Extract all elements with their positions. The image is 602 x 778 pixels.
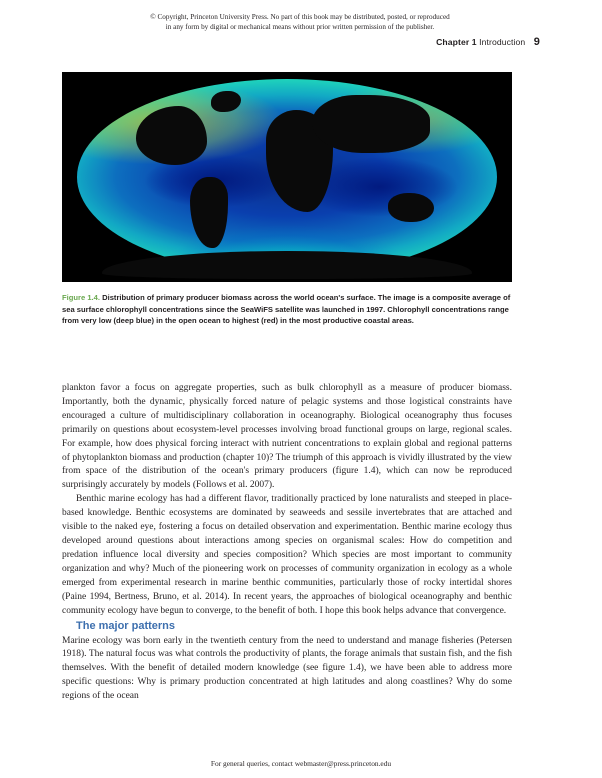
section-heading: The major patterns [76, 620, 176, 633]
landmass-north-america [136, 106, 207, 165]
running-head-chapter-title: Introduction [479, 37, 526, 47]
running-head [436, 36, 540, 48]
landmass-antarctica [102, 251, 472, 278]
figure-label: Figure 1.4. [62, 293, 100, 302]
world-ocean-chlorophyll-map [77, 79, 497, 275]
figure-caption-text: Distribution of primary producer biomass across the world ocean's surface. The image is a composite average of sea surface chlorophyll concentrations since the SeaWiFS satellite was launched in 1997. Chlorophyll concentrations range from very low (deep blue) in the open ocean to highest (red) in the most productive coastal areas. [62, 293, 511, 326]
landmass-greenland [211, 91, 240, 113]
page-number: 9 [533, 36, 540, 48]
landmass-asia [312, 95, 430, 154]
copyright-notice: © Copyright, Princeton University Press. No part of this book may be distributed, posted, or reproduced in any form by digital or mechanical means without prior written permission of the publisher. [150, 13, 450, 32]
paragraph: Marine ecology was born early in the twentieth century from the need to understand and manage fisheries (Petersen 1918). The natural focus was what controls the productivity of plants, the forage animals that sustain fish, and the fish themselves. With the benefit of detailed modern knowledge (see figure 1.4), we have been able to address more specific questions: Why is primary production concentrated at high latitudes and along coastlines? Why do some regions of the ocean [62, 635, 512, 702]
body-text [62, 382, 512, 704]
page-footer: For general queries, contact webmaster@press.princeton.edu [210, 759, 392, 768]
landmass-australia [388, 193, 434, 222]
running-head-chapter-label: Chapter 1 [436, 37, 477, 47]
figure-image [62, 72, 512, 282]
figure-block [62, 72, 512, 327]
paragraph: Benthic marine ecology has had a different flavor, traditionally practiced by lone naturalists and steeped in place-based knowledge. Benthic ecosystems are dominated by seaweeds and sessile invertebrates that are attached and visible to the naked eye, fostering a focus on detailed observation and experimentation. Benthic marine ecology thus developed around questions about interactions among species on organismal scales: How do competition and predation influence local diversity and species composition? Which species are most important to community organization and why? Much of the pioneering work on processes of community organization in ecology as a whole emerged from experimental research in marine benthic communities, particularly those of rocky intertidal shores (Paine 1994, Bertness, Bruno, et al. 2014). In recent years, the approaches of biological oceanography and benthic community ecology have begun to converge, to the benefit of both. I hope this book helps advance that convergence. [62, 494, 512, 616]
paragraph: plankton favor a focus on aggregate properties, such as bulk chlorophyll as a measure of producer biomass. Importantly, both the dynamic, physically forced nature of pelagic systems and those logistical constraints have encouraged a culture of multidisciplinary collaboration in oceanography. Biological oceanography thus focuses primarily on questions about ecosystem-level processes involving broad functional groups on large, regional scales. For example, how does physical forcing interact with nutrient concentrations to explain global and regional patterns of phytoplankton biomass and production (chapter 10)? The triumph of this approach is vividly illustrated by the view from space of the distribution of the ocean's primary producers (figure 1.4), which can now be reproduced surprisingly accurately by models (Follows et al. 2007). [62, 383, 512, 491]
figure-caption [62, 292, 512, 327]
landmass-south-america [190, 177, 228, 248]
